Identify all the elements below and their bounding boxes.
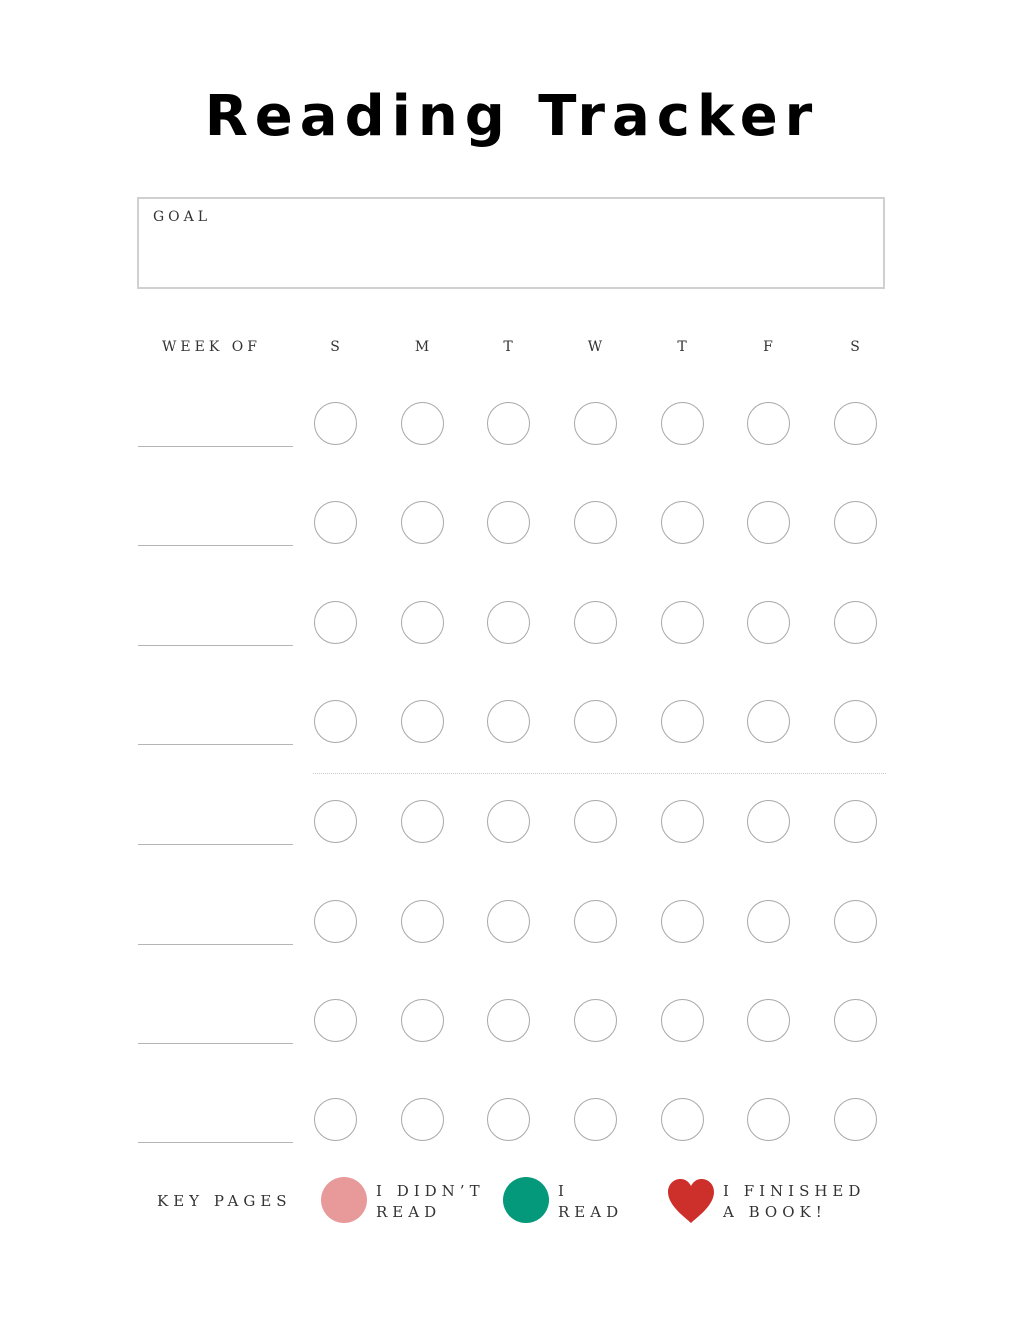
day-circle[interactable]: [747, 501, 790, 544]
day-circle[interactable]: [661, 501, 704, 544]
read-dot: [503, 1177, 549, 1223]
day-circle[interactable]: [747, 800, 790, 843]
finished-book-line2: A BOOK!: [723, 1203, 827, 1221]
goal-label: GOAL: [153, 209, 212, 225]
day-circle[interactable]: [661, 1098, 704, 1141]
day-circle[interactable]: [574, 402, 617, 445]
day-circle[interactable]: [487, 900, 530, 943]
day-circle[interactable]: [661, 999, 704, 1042]
day-label: S: [330, 339, 342, 355]
day-circle[interactable]: [834, 601, 877, 644]
week-of-line[interactable]: [138, 645, 293, 646]
day-circle[interactable]: [401, 700, 444, 743]
day-circle[interactable]: [487, 601, 530, 644]
finished-book-label: [723, 1181, 865, 1223]
day-circle[interactable]: [314, 501, 357, 544]
day-circle[interactable]: [401, 601, 444, 644]
day-circle[interactable]: [834, 501, 877, 544]
day-circle[interactable]: [574, 900, 617, 943]
day-label: T: [503, 339, 515, 355]
day-circle[interactable]: [574, 800, 617, 843]
day-circle[interactable]: [487, 999, 530, 1042]
day-circle[interactable]: [747, 1098, 790, 1141]
day-circle[interactable]: [314, 900, 357, 943]
week-of-line[interactable]: [138, 844, 293, 845]
day-circle[interactable]: [487, 402, 530, 445]
didnt-read-line2: READ: [376, 1203, 442, 1221]
day-circle[interactable]: [834, 999, 877, 1042]
day-circle[interactable]: [314, 999, 357, 1042]
day-circle[interactable]: [834, 700, 877, 743]
day-circle[interactable]: [747, 700, 790, 743]
week-of-line[interactable]: [138, 944, 293, 945]
day-label: T: [677, 339, 689, 355]
half-divider: [313, 773, 886, 774]
day-circle[interactable]: [574, 700, 617, 743]
day-circle[interactable]: [661, 900, 704, 943]
page-title: Reading Tracker: [204, 84, 820, 149]
day-circle[interactable]: [401, 900, 444, 943]
day-circle[interactable]: [747, 601, 790, 644]
finished-book-line1: I FINISHED: [723, 1182, 866, 1200]
read-label: [558, 1181, 623, 1223]
day-circle[interactable]: [661, 800, 704, 843]
day-circle[interactable]: [401, 1098, 444, 1141]
goal-box[interactable]: [137, 197, 885, 289]
day-circle[interactable]: [574, 1098, 617, 1141]
day-circle[interactable]: [487, 501, 530, 544]
day-circle[interactable]: [314, 402, 357, 445]
day-circle[interactable]: [661, 402, 704, 445]
day-circle[interactable]: [487, 1098, 530, 1141]
didnt-read-label: [376, 1181, 485, 1223]
week-of-line[interactable]: [138, 446, 293, 447]
read-line2: READ: [558, 1203, 624, 1221]
week-of-line[interactable]: [138, 545, 293, 546]
didnt-read-dot: [321, 1177, 367, 1223]
day-circle[interactable]: [401, 999, 444, 1042]
day-circle[interactable]: [747, 999, 790, 1042]
week-of-line[interactable]: [138, 1142, 293, 1143]
day-circle[interactable]: [574, 601, 617, 644]
day-label: S: [850, 339, 862, 355]
day-circle[interactable]: [401, 402, 444, 445]
day-circle[interactable]: [487, 700, 530, 743]
day-circle[interactable]: [314, 601, 357, 644]
day-circle[interactable]: [661, 700, 704, 743]
read-line1: I: [558, 1182, 569, 1200]
week-of-header: WEEK OF: [162, 339, 261, 355]
day-circle[interactable]: [314, 800, 357, 843]
week-of-line[interactable]: [138, 1043, 293, 1044]
day-circle[interactable]: [834, 800, 877, 843]
day-circle[interactable]: [834, 900, 877, 943]
day-circle[interactable]: [661, 601, 704, 644]
day-circle[interactable]: [834, 402, 877, 445]
day-circle[interactable]: [574, 501, 617, 544]
day-circle[interactable]: [314, 700, 357, 743]
day-circle[interactable]: [574, 999, 617, 1042]
key-label: KEY PAGES: [157, 1192, 292, 1210]
day-circle[interactable]: [834, 1098, 877, 1141]
day-circle[interactable]: [747, 900, 790, 943]
day-circle[interactable]: [314, 1098, 357, 1141]
day-circle[interactable]: [487, 800, 530, 843]
day-label: F: [763, 339, 775, 355]
day-label: W: [587, 339, 605, 355]
day-circle[interactable]: [747, 402, 790, 445]
day-circle[interactable]: [401, 800, 444, 843]
day-circle[interactable]: [401, 501, 444, 544]
day-label: M: [414, 339, 432, 355]
heart-icon: [666, 1178, 716, 1224]
didnt-read-line1: I DIDN’T: [376, 1182, 485, 1200]
week-of-line[interactable]: [138, 744, 293, 745]
